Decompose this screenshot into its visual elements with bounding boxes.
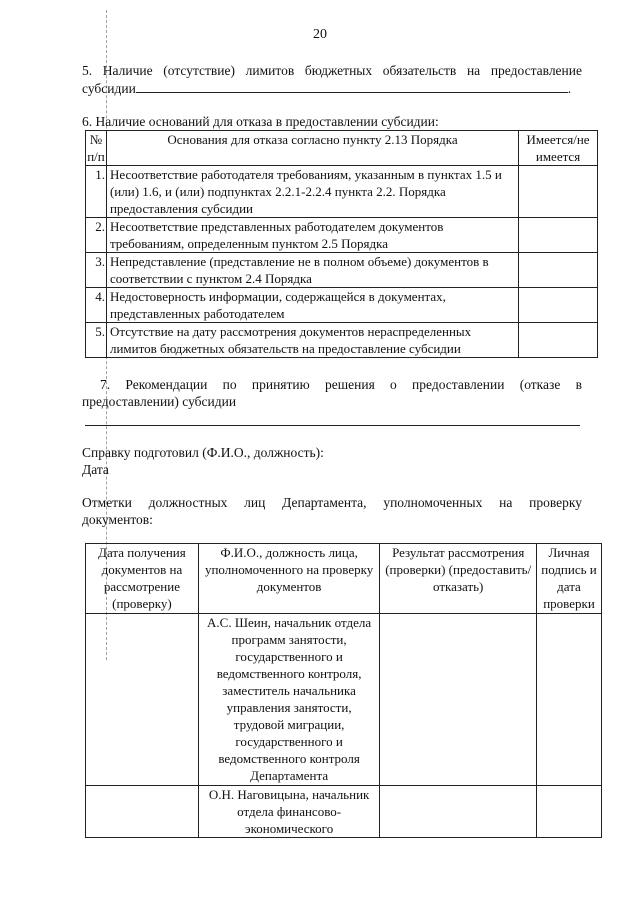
cell-date[interactable]	[86, 614, 199, 786]
row-number: 2.	[86, 218, 107, 253]
row-status[interactable]	[519, 253, 598, 288]
table-row	[86, 614, 602, 786]
marks-line2: документов:	[82, 512, 153, 527]
row-reason: Несоответствие представленных работодателем документов требованиям, определенным пунктом 2.5 Порядка	[106, 218, 518, 253]
cell-result[interactable]	[380, 786, 537, 838]
section5-blank-line	[136, 80, 568, 93]
row-reason: Недостоверность информации, содержащейся в документах, представленных работодателем	[106, 288, 518, 323]
row-number: 1.	[86, 166, 107, 218]
row-status[interactable]	[519, 323, 598, 358]
cell-signature[interactable]	[537, 614, 602, 786]
section5-period: .	[567, 81, 572, 96]
cell-signature[interactable]	[537, 786, 602, 838]
prepared-by-label: Справку подготовил (Ф.И.О., должность):	[82, 445, 324, 460]
table-row	[86, 786, 602, 838]
row-reason: Отсутствие на дату рассмотрения документов нераспределенных лимитов бюджетных обязательств на предоставление субсидии	[106, 323, 518, 358]
header-result: Результат рассмотрения (проверки) (предоставить/отказать)	[380, 544, 537, 614]
header-signature: Личная подпись и дата проверки	[537, 544, 602, 614]
row-number: 4.	[86, 288, 107, 323]
table-row	[86, 323, 598, 358]
section5-line1: 5. Наличие (отсутствие) лимитов бюджетных обязательств на предоставление	[82, 63, 582, 78]
section7-line2: предоставлении) субсидии	[82, 394, 237, 409]
row-status[interactable]	[519, 288, 598, 323]
cell-official: О.Н. Наговицына, начальник отдела финансово-экономического	[198, 786, 380, 838]
row-status[interactable]	[519, 218, 598, 253]
table-row	[86, 218, 598, 253]
page-number: 20	[313, 27, 327, 42]
header-num: № п/п	[87, 132, 105, 164]
row-number: 3.	[86, 253, 107, 288]
table-header-row	[86, 131, 598, 166]
refusal-grounds-table	[85, 130, 598, 358]
row-number: 5.	[86, 323, 107, 358]
table-row	[86, 166, 598, 218]
header-official: Ф.И.О., должность лица, уполномоченного на проверку документов	[198, 544, 380, 614]
row-reason: Несоответствие работодателя требованиям, указанным в пунктах 1.5 и (или) 1.6, и (или) подпунктах 2.2.1-2.2.4 пункта 2.2. Порядка предоставления субсидии	[106, 166, 518, 218]
cell-date[interactable]	[86, 786, 199, 838]
officials-header-row	[86, 544, 602, 614]
cell-official: А.С. Шеин, начальник отдела программ занятости, государственного и ведомственного контроля, заместитель начальника управления занятости, трудовой миграции, государственного и ведомственного контроля Департамента	[198, 614, 380, 786]
row-reason: Непредставление (представление не в полном объеме) документов в соответствии с пунктом 2.4 Порядка	[106, 253, 518, 288]
marks-line1: Отметки должностных лиц Департамента, уполномоченных на проверку	[82, 495, 582, 510]
recommendation-blank-line	[85, 425, 580, 426]
header-reason: Основания для отказа согласно пункту 2.13 Порядка	[106, 131, 518, 166]
section5-subsidy-label: субсидии	[82, 81, 136, 96]
date-label: Дата	[82, 462, 109, 477]
row-status[interactable]	[519, 166, 598, 218]
officials-table	[85, 543, 602, 838]
header-status: Имеется/не имеется	[519, 131, 598, 166]
table-row	[86, 288, 598, 323]
section5-line2	[82, 80, 582, 97]
header-date-received: Дата получения документов на рассмотрение (проверку)	[86, 544, 199, 614]
cell-result[interactable]	[380, 614, 537, 786]
section7-line1: 7. Рекомендации по принятию решения о предоставлении (отказе в	[100, 377, 582, 392]
section6-heading: 6. Наличие оснований для отказа в предоставлении субсидии:	[82, 114, 439, 129]
table-row	[86, 253, 598, 288]
